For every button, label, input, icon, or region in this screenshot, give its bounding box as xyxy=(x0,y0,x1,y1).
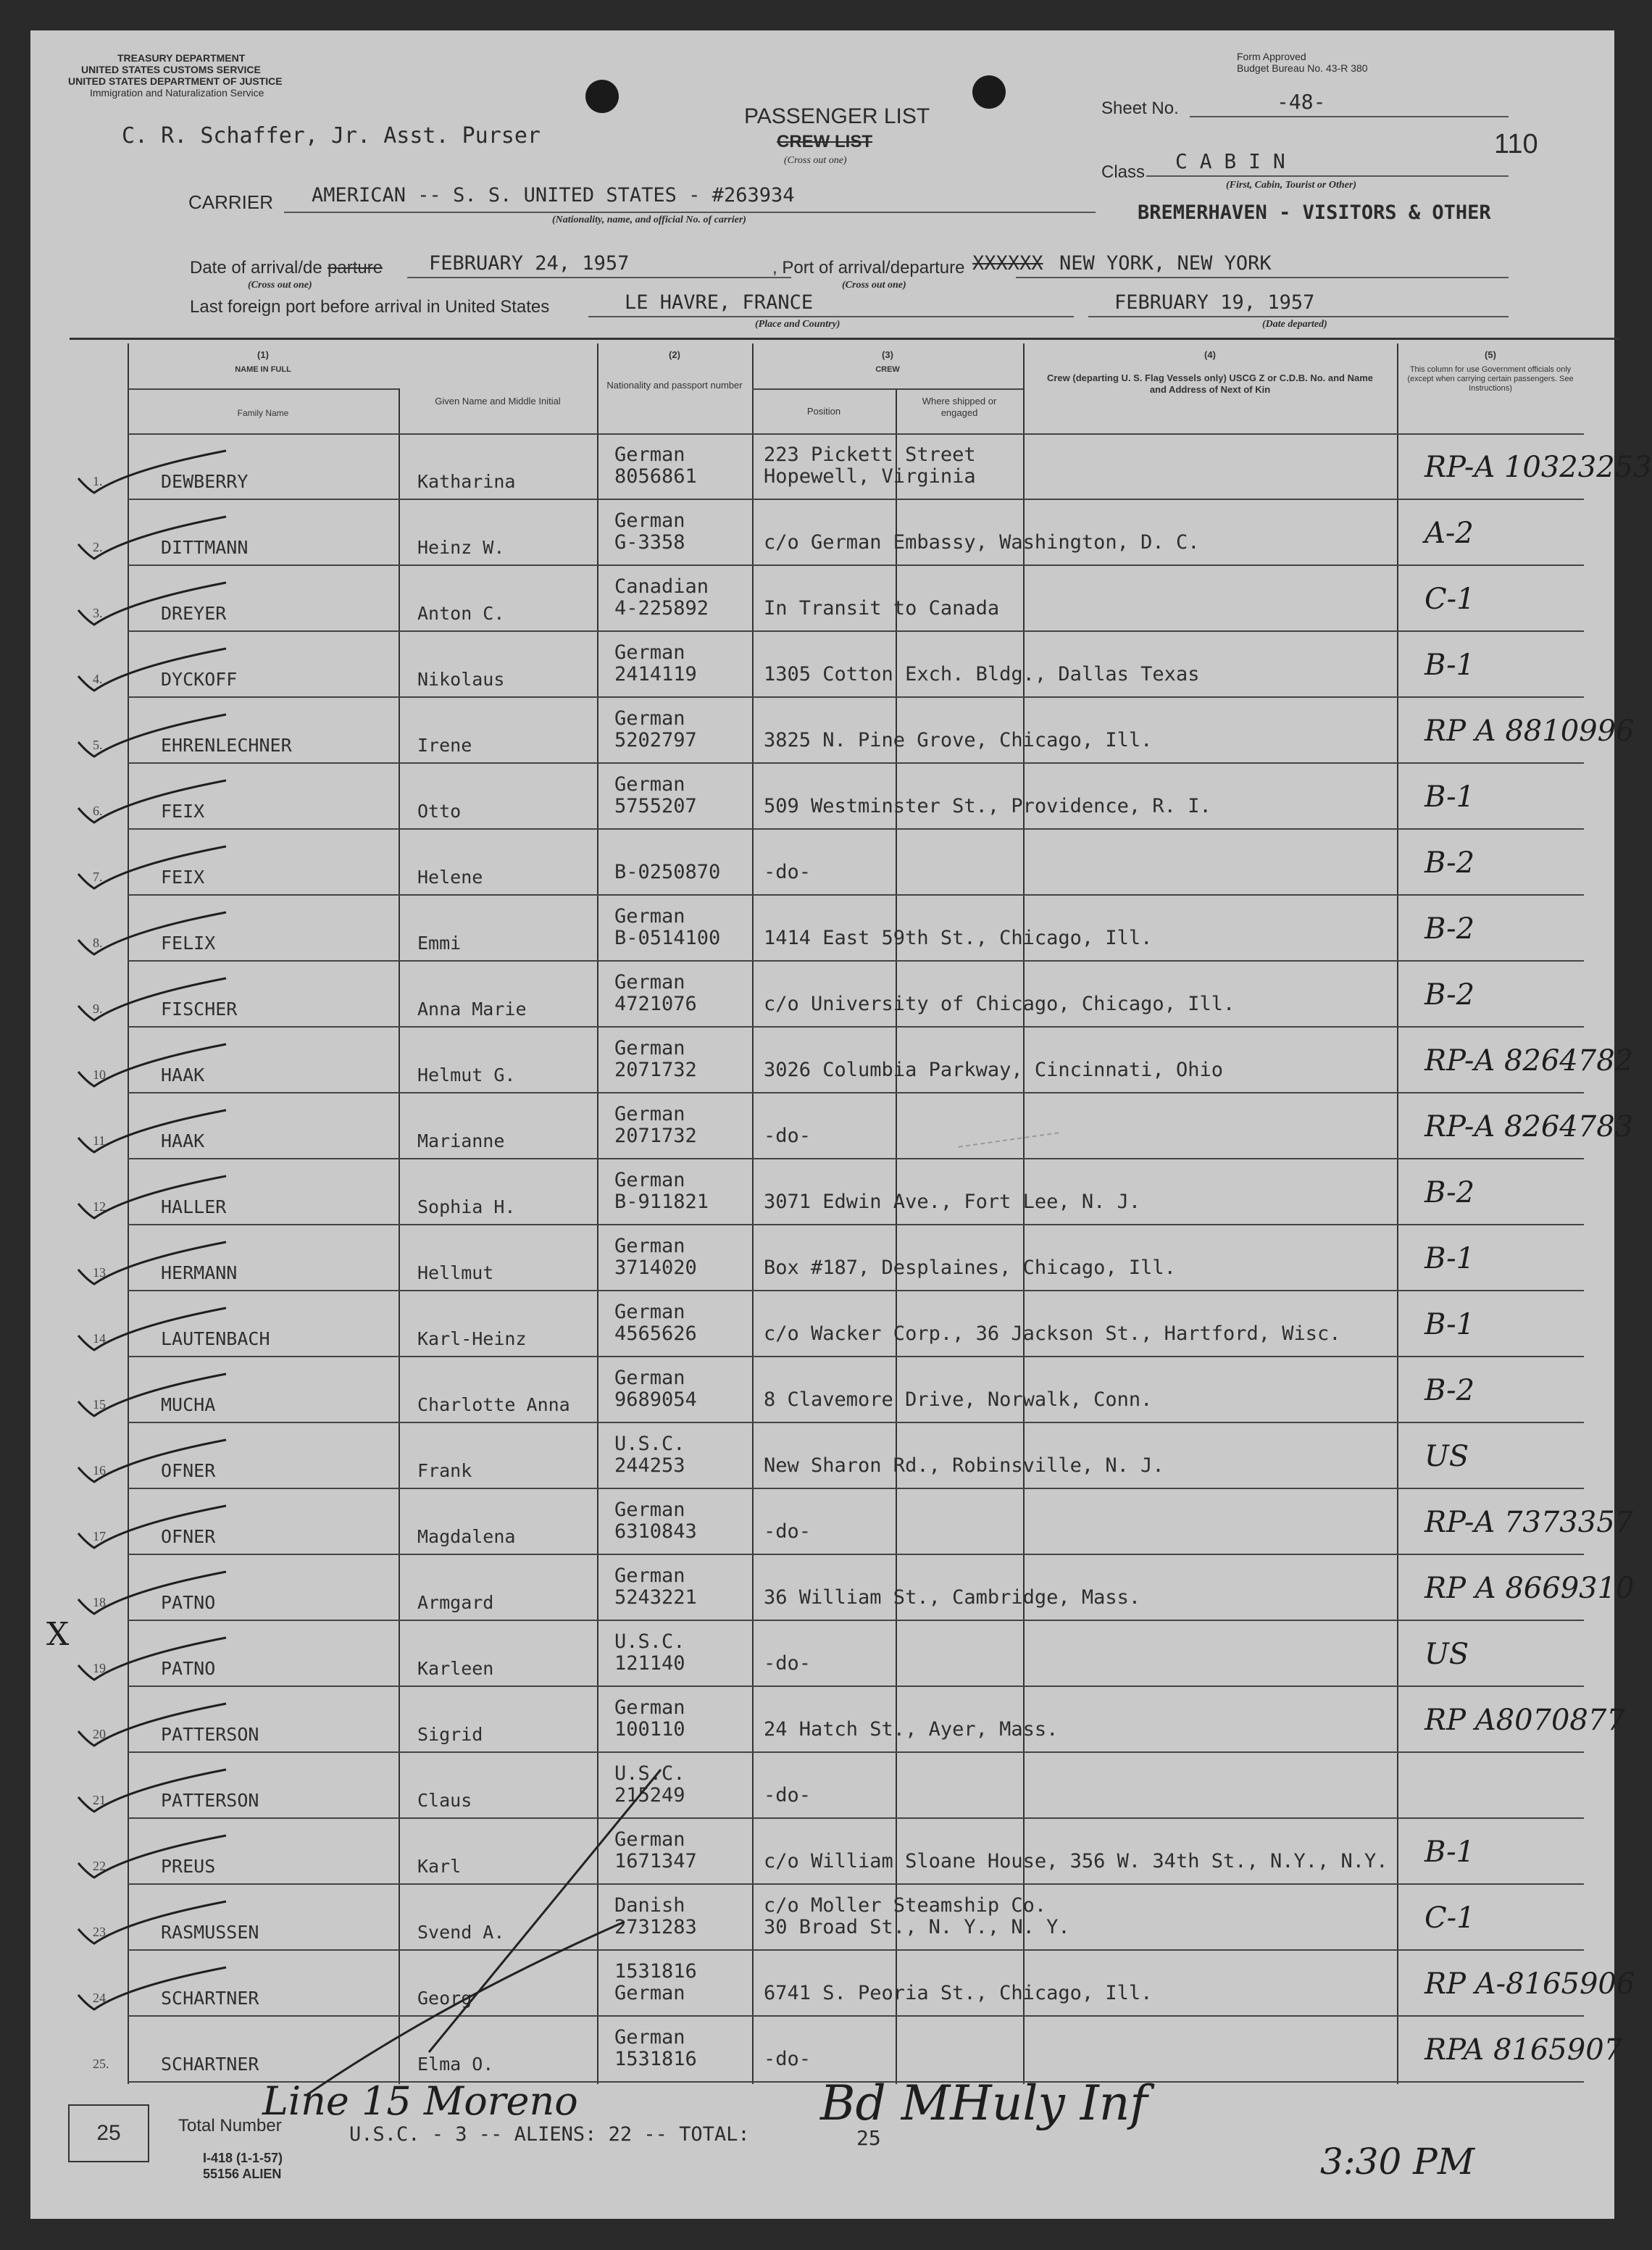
row-number: 6. xyxy=(93,804,103,818)
col3-position: Position xyxy=(806,406,841,417)
table-row xyxy=(93,631,1584,697)
row-number: 5. xyxy=(93,738,103,752)
given-name: Karl-Heinz xyxy=(417,1328,527,1349)
official-notation: B-2 xyxy=(1424,1374,1475,1407)
address-line-2: -do- xyxy=(764,861,812,883)
family-name: RASMUSSEN xyxy=(161,1922,259,1943)
nationality: German xyxy=(614,2026,685,2049)
nationality: German xyxy=(614,773,685,796)
given-name: Helmut G. xyxy=(417,1064,516,1086)
dept-line-4: Immigration and Naturalization Service xyxy=(90,87,264,99)
class-underline xyxy=(1146,175,1509,177)
address-line-2: 36 William St., Cambridge, Mass. xyxy=(764,1586,1141,1609)
given-name: Katharina xyxy=(417,471,516,492)
col2-title: Nationality and passport number xyxy=(606,380,743,391)
class-caption: (First, Cabin, Tourist or Other) xyxy=(1226,180,1356,191)
nationality: Canadian xyxy=(614,575,709,598)
check-mark-icon xyxy=(77,1041,229,1092)
official-notation: C-1 xyxy=(1424,1901,1475,1935)
official-notation: RP A-8165906 xyxy=(1424,1967,1635,2001)
handwritten-line-note: Line 15 Moreno xyxy=(262,2078,578,2124)
col3-shipped: Where shipped or engaged xyxy=(922,396,997,418)
official-notation: US xyxy=(1424,1638,1469,1671)
check-mark-icon xyxy=(77,778,229,828)
table-row xyxy=(93,763,1584,829)
table-row xyxy=(93,1291,1584,1357)
family-name: HAAK xyxy=(161,1130,205,1151)
passport-number: 2071732 xyxy=(614,1059,697,1081)
address-line-2: 8 Clavemore Drive, Norwalk, Conn. xyxy=(764,1388,1153,1411)
last-port-label: Last foreign port before arrival in United States xyxy=(190,297,550,317)
table-row xyxy=(93,961,1584,1027)
title-caption: (Cross out one) xyxy=(784,155,847,166)
port-label: , Port of arrival/departure xyxy=(772,258,965,278)
row-number: 9. xyxy=(93,1001,103,1016)
table-row xyxy=(93,697,1635,763)
arrival-caption: (Cross out one) xyxy=(248,280,312,291)
nationality: U.S.C. xyxy=(614,1433,685,1455)
form-title: PASSENGER LIST xyxy=(744,104,930,128)
carrier-value: AMERICAN -- S. S. UNITED STATES - #263934 xyxy=(312,184,795,207)
family-name: PATNO xyxy=(161,1592,216,1613)
nationality: German xyxy=(614,1169,685,1191)
passport-number: B-911821 xyxy=(614,1191,709,1213)
given-name: Marianne xyxy=(417,1130,505,1151)
address-line-2: 3825 N. Pine Grove, Chicago, Ill. xyxy=(764,729,1153,751)
passport-number: 1671347 xyxy=(614,1850,697,1872)
address-line-2: 24 Hatch St., Ayer, Mass. xyxy=(764,1718,1059,1741)
address-line-2: -do- xyxy=(764,1784,812,1807)
nationality: German xyxy=(614,509,685,532)
passport-number: G-3358 xyxy=(614,531,685,554)
family-name: OFNER xyxy=(161,1460,216,1481)
col3-number: (3) xyxy=(882,349,893,360)
official-notation: RP A8070877 xyxy=(1424,1704,1625,1737)
address-line-1: c/o Moller Steamship Co. xyxy=(764,1894,1047,1917)
sheet-label: Sheet No. xyxy=(1101,99,1179,118)
given-name: Helene xyxy=(417,867,483,888)
address-line-2: -do- xyxy=(764,1520,812,1543)
nationality: German xyxy=(614,1499,685,1521)
official-notation: B-2 xyxy=(1424,846,1475,880)
passport-number: 9689054 xyxy=(614,1388,697,1411)
address-line-2: Hopewell, Virginia xyxy=(764,465,976,488)
col1-number: (1) xyxy=(257,349,269,360)
address-line-2: 3071 Edwin Ave., Fort Lee, N. J. xyxy=(764,1191,1141,1213)
table-row xyxy=(93,1752,1584,1818)
official-notation: B-2 xyxy=(1424,912,1475,946)
nationality: German xyxy=(614,1301,685,1323)
handwritten-signature: Bd MHuly Inf xyxy=(820,2075,1148,2131)
family-name: LAUTENBACH xyxy=(161,1328,270,1349)
row-number: 2. xyxy=(93,540,103,554)
col4-number: (4) xyxy=(1204,349,1216,360)
passport-number: 100110 xyxy=(614,1718,685,1741)
table-row xyxy=(93,1225,1584,1291)
official-notation: C-1 xyxy=(1424,583,1475,616)
official-notation: B-1 xyxy=(1424,780,1475,814)
family-name: FISCHER xyxy=(161,999,238,1020)
nationality: 1531816 xyxy=(614,1960,697,1983)
official-notation: B-1 xyxy=(1424,1836,1475,1869)
table-row xyxy=(93,1818,1584,1884)
punch-hole-right xyxy=(972,75,1006,109)
nationality: German xyxy=(614,1828,685,1851)
passport-number: 6310843 xyxy=(614,1520,697,1543)
row-number: 14. xyxy=(93,1331,109,1346)
row-number: 25. xyxy=(93,2057,109,2071)
class-value: C A B I N xyxy=(1175,149,1285,173)
row-number: 3. xyxy=(93,606,103,620)
row-number: 10. xyxy=(93,1067,109,1082)
nationality: German xyxy=(614,443,685,466)
table-row xyxy=(93,1488,1634,1554)
address-line-2: c/o University of Chicago, Chicago, Ill. xyxy=(764,993,1235,1015)
passport-number: 4-225892 xyxy=(614,597,709,620)
row-number: 16. xyxy=(93,1463,109,1478)
given-name: Sophia H. xyxy=(417,1196,516,1217)
family-name: FEIX xyxy=(161,867,205,888)
last-port-underline xyxy=(588,316,1074,317)
family-name: FELIX xyxy=(161,933,216,954)
port-caption: (Cross out one) xyxy=(842,280,906,291)
passport-number: 121140 xyxy=(614,1652,685,1675)
col4-title: Crew (departing U. S. Flag Vessels only) USCG Z or C.D.B. No. and Name and Address of Next of Kin xyxy=(1046,372,1374,395)
family-name: DEWBERRY xyxy=(161,471,249,492)
table-row xyxy=(93,499,1584,565)
family-name: PATTERSON xyxy=(161,1724,259,1745)
passport-number: 3714020 xyxy=(614,1257,697,1279)
check-mark-icon xyxy=(77,1107,229,1158)
table-row xyxy=(93,829,1584,895)
official-notation: B-2 xyxy=(1424,978,1475,1012)
official-notation: RP-A 8264782 xyxy=(1424,1044,1634,1078)
family-name: HAAK xyxy=(161,1064,205,1086)
dept-line-3: UNITED STATES DEPARTMENT OF JUSTICE xyxy=(68,75,283,87)
handwritten-x-mark: X xyxy=(46,1616,70,1653)
diagonal-pen-stroke-2 xyxy=(299,1914,632,2103)
row-number: 21. xyxy=(93,1793,109,1807)
official-notation: RP A 8810996 xyxy=(1424,714,1635,748)
address-line-2: 1414 East 59th St., Chicago, Ill. xyxy=(764,927,1153,949)
family-name: PATNO xyxy=(161,1658,216,1679)
address-line-2: -do- xyxy=(764,1652,812,1675)
given-name: Armgard xyxy=(417,1592,494,1613)
passport-number: 2731283 xyxy=(614,1916,697,1938)
nationality: U.S.C. xyxy=(614,1630,685,1653)
col1-family: Family Name xyxy=(237,408,289,418)
official-notation: RP-A 10323253 xyxy=(1424,451,1652,484)
address-line-2: c/o William Sloane House, 356 W. 34th St., N.Y., N.Y. xyxy=(764,1850,1388,1872)
form-approved: Form Approved xyxy=(1237,51,1306,62)
family-name: PATTERSON xyxy=(161,1790,259,1811)
total-label: Total Number xyxy=(178,2116,282,2136)
address-line-1: 223 Pickett Street xyxy=(764,443,976,466)
form-number: I-418 (1-1-57) xyxy=(203,2151,283,2165)
family-name: DITTMANN xyxy=(161,537,249,558)
table-row xyxy=(93,1554,1635,1620)
table-row xyxy=(93,1159,1584,1225)
family-name: EHRENLECHNER xyxy=(161,735,292,756)
passport-number: 2414119 xyxy=(614,663,697,686)
header-divider xyxy=(752,388,1023,390)
given-name: Otto xyxy=(417,801,462,822)
family-name: OFNER xyxy=(161,1526,216,1547)
passport-number: 244253 xyxy=(614,1454,685,1477)
form-code: 55156 ALIEN xyxy=(203,2167,282,2181)
nationality: German xyxy=(614,1696,685,1719)
row-number: 15. xyxy=(93,1397,109,1412)
address-line-2: In Transit to Canada xyxy=(764,597,1000,620)
col1-given: Given Name and Middle Initial xyxy=(435,396,561,407)
row-number: 4. xyxy=(93,672,103,686)
col5-number: (5) xyxy=(1485,349,1496,360)
given-name: Emmi xyxy=(417,933,462,954)
passport-number: German xyxy=(614,1982,685,2004)
given-name: Anton C. xyxy=(417,603,505,624)
given-name: Georg xyxy=(417,1988,472,2009)
departed-caption: (Date departed) xyxy=(1262,319,1327,330)
port-underline xyxy=(1016,277,1509,278)
arrival-value: FEBRUARY 24, 1957 xyxy=(429,252,630,275)
col2-number: (2) xyxy=(669,349,680,360)
arrival-label: Date of arrival/de xyxy=(190,258,322,278)
family-name: SCHARTNER xyxy=(161,1988,259,2009)
carrier-caption: (Nationality, name, and official No. of carrier) xyxy=(552,214,746,225)
carrier-label: CARRIER xyxy=(188,191,274,213)
carrier-underline xyxy=(284,212,1096,213)
nationality: German xyxy=(614,707,685,730)
row-number: 18. xyxy=(93,1595,109,1609)
totals-value: 25 xyxy=(856,2126,881,2150)
family-name: HERMANN xyxy=(161,1262,238,1283)
official-notation: RPA 8165907 xyxy=(1424,2033,1623,2067)
total-box xyxy=(68,2104,149,2162)
given-name: Sigrid xyxy=(417,1724,483,1745)
port-struck: XXXXXX xyxy=(972,252,1043,275)
passport-number: 5202797 xyxy=(614,729,697,751)
nationality: Danish xyxy=(614,1894,685,1917)
table-row xyxy=(93,1027,1634,1093)
col5-title: This column for use Government officials only (except when carrying certain passengers. See Instructions) xyxy=(1407,365,1574,393)
given-name: Heinz W. xyxy=(417,537,505,558)
address-line-2: New Sharon Rd., Robinsville, N. J. xyxy=(764,1454,1164,1477)
address-line-2: Box #187, Desplaines, Chicago, Ill. xyxy=(764,1257,1176,1279)
handwritten-time: 3:30 PM xyxy=(1320,2141,1475,2183)
passport-number: B-0250870 xyxy=(614,861,721,883)
given-name: Magdalena xyxy=(417,1526,516,1547)
row-number: 20. xyxy=(93,1727,109,1741)
address-line-2: c/o Wacker Corp., 36 Jackson St., Hartford, Wisc. xyxy=(764,1322,1341,1345)
totals-line: U.S.C. - 3 -- ALIENS: 22 -- TOTAL: xyxy=(349,2123,750,2146)
budget-number: Budget Bureau No. 43-R 380 xyxy=(1237,62,1368,74)
stamp-number: 110 xyxy=(1494,129,1538,159)
family-name: DYCKOFF xyxy=(161,669,238,690)
nationality: U.S.C. xyxy=(614,1762,685,1785)
dept-line-1: TREASURY DEPARTMENT xyxy=(117,52,246,64)
nationality: German xyxy=(614,1103,685,1125)
sheet-underline xyxy=(1190,116,1509,117)
address-line-2: -do- xyxy=(764,2048,812,2070)
nationality: German xyxy=(614,1564,685,1587)
check-mark-icon xyxy=(77,843,229,894)
passport-number: 215249 xyxy=(614,1784,685,1807)
class-label: Class xyxy=(1101,162,1146,182)
bremerhaven-line: BREMERHAVEN - VISITORS & OTHER xyxy=(1138,201,1491,224)
row-number: 23. xyxy=(93,1925,109,1939)
row-number: 24. xyxy=(93,1991,109,2005)
nationality: German xyxy=(614,1037,685,1059)
header-rule xyxy=(70,338,1620,340)
passport-number: 4721076 xyxy=(614,993,697,1015)
official-notation: B-1 xyxy=(1424,649,1475,682)
header-divider xyxy=(128,388,399,390)
given-name: Karleen xyxy=(417,1658,494,1679)
punch-hole-left xyxy=(585,80,619,113)
address-line-2: c/o German Embassy, Washington, D. C. xyxy=(764,531,1200,554)
passport-number: 4565626 xyxy=(614,1322,697,1345)
family-name: DREYER xyxy=(161,603,227,624)
col1-title: NAME IN FULL xyxy=(235,365,291,374)
passenger-table xyxy=(93,343,1652,2084)
arrival-struck: parture xyxy=(328,258,383,278)
port-value: NEW YORK, NEW YORK xyxy=(1059,252,1272,275)
address-line-2: 3026 Columbia Parkway, Cincinnati, Ohio xyxy=(764,1059,1223,1081)
row-number: 22. xyxy=(93,1859,109,1873)
passport-number: 5243221 xyxy=(614,1586,697,1609)
last-port-value: LE HAVRE, FRANCE xyxy=(625,291,814,314)
address-line-2: 6741 S. Peoria St., Chicago, Ill. xyxy=(764,1982,1153,2004)
table-row xyxy=(93,565,1584,631)
given-name: Claus xyxy=(417,1790,472,1811)
row-number: 17. xyxy=(93,1529,109,1543)
official-notation: B-1 xyxy=(1424,1242,1475,1275)
given-name: Irene xyxy=(417,735,472,756)
row-number: 12. xyxy=(93,1199,109,1214)
table-row xyxy=(93,1422,1584,1488)
family-name: PREUS xyxy=(161,1856,216,1877)
nationality: German xyxy=(614,971,685,993)
purser-name: C. R. Schaffer, Jr. Asst. Purser xyxy=(122,123,541,149)
table-row xyxy=(93,1093,1634,1159)
family-name: MUCHA xyxy=(161,1394,216,1415)
table-row xyxy=(93,433,1652,499)
table-row xyxy=(93,1357,1584,1422)
passenger-list-form xyxy=(30,30,1652,2219)
row-number: 11. xyxy=(93,1133,109,1148)
departed-value: FEBRUARY 19, 1957 xyxy=(1114,291,1315,314)
given-name: Karl xyxy=(417,1856,462,1877)
given-name: Charlotte Anna xyxy=(417,1394,570,1415)
official-notation: RP-A 7373357 xyxy=(1424,1506,1634,1539)
official-notation: RP-A 8264783 xyxy=(1424,1110,1634,1143)
given-name: Elma O. xyxy=(417,2054,494,2075)
nationality: German xyxy=(614,1367,685,1389)
passport-number: 2071732 xyxy=(614,1125,697,1147)
table-row xyxy=(93,895,1584,961)
total-box-value: 25 xyxy=(96,2121,121,2145)
col3-title: CREW xyxy=(875,365,900,374)
official-notation: US xyxy=(1424,1440,1469,1473)
passport-number: 1531816 xyxy=(614,2048,697,2070)
arrival-underline xyxy=(407,277,791,278)
nationality: German xyxy=(614,905,685,928)
nationality: German xyxy=(614,641,685,664)
given-name: Svend A. xyxy=(417,1922,505,1943)
official-notation: RP A 8669310 xyxy=(1424,1572,1635,1605)
given-name: Nikolaus xyxy=(417,669,505,690)
table-row xyxy=(93,1620,1584,1686)
last-port-caption: (Place and Country) xyxy=(755,319,840,330)
row-number: 13. xyxy=(93,1265,109,1280)
crew-list-struck: CREW LIST xyxy=(777,132,872,151)
official-notation: B-1 xyxy=(1424,1308,1475,1341)
given-name: Anna Marie xyxy=(417,999,527,1020)
official-notation: A-2 xyxy=(1424,517,1474,550)
address-line-2: 30 Broad St., N. Y., N. Y. xyxy=(764,1916,1070,1938)
dept-line-2: UNITED STATES CUSTOMS SERVICE xyxy=(81,64,261,75)
row-number: 1. xyxy=(93,474,103,488)
passport-number: B-0514100 xyxy=(614,927,721,949)
nationality: German xyxy=(614,1235,685,1257)
passport-number: 5755207 xyxy=(614,795,697,817)
sheet-number: -48- xyxy=(1277,90,1326,114)
row-number: 19. xyxy=(93,1661,109,1675)
table-row xyxy=(93,1686,1625,1752)
family-name: HALLER xyxy=(161,1196,227,1217)
official-notation: B-2 xyxy=(1424,1176,1475,1209)
row-number: 8. xyxy=(93,936,103,950)
given-name: Frank xyxy=(417,1460,472,1481)
address-line-2: -do- xyxy=(764,1125,812,1147)
address-line-2: 509 Westminster St., Providence, R. I. xyxy=(764,795,1211,817)
given-name: Hellmut xyxy=(417,1262,494,1283)
row-number: 7. xyxy=(93,870,103,884)
address-line-2: 1305 Cotton Exch. Bldg., Dallas Texas xyxy=(764,663,1200,686)
family-name: FEIX xyxy=(161,801,205,822)
family-name: SCHARTNER xyxy=(161,2054,259,2075)
passport-number: 8056861 xyxy=(614,465,697,488)
departed-underline xyxy=(1088,316,1509,317)
